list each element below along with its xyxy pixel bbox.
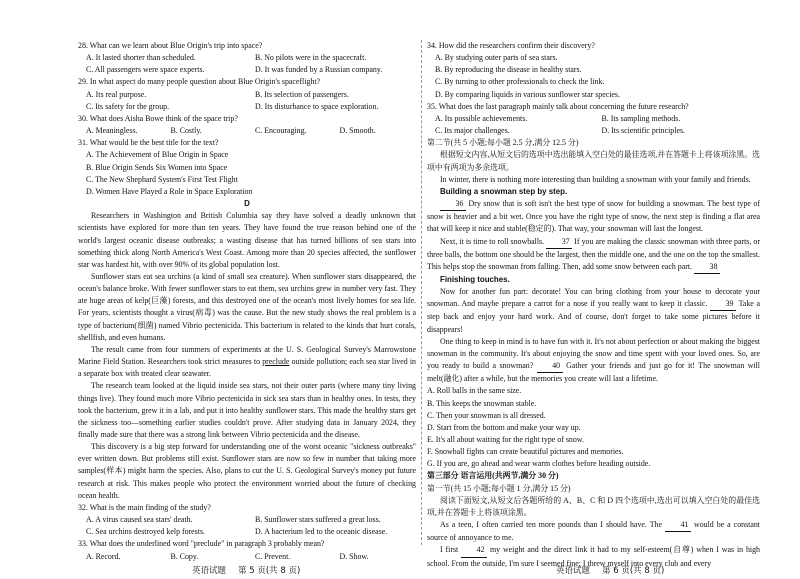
blank-42[interactable]: 42 (461, 544, 487, 557)
question-28-stem: 28. What can we learn about Blue Origin's trip into space? (78, 41, 263, 50)
question-29-stem: 29. In what aspect do many people question about Blue Origin's spaceflight? (78, 77, 321, 87)
part-3-title: 第三部分 语言运用(共两节,满分 30 分) (427, 471, 559, 481)
option-33-a[interactable]: A. Record. (86, 551, 121, 561)
passage-d-paragraph-5: This discovery is a big step forward for understanding one of the worst oceanic "sickness outbreaks" ever written down. But problems still exist. Sunflower stars are now so few in number that taking more samples(样本) might harm the species. Also, plans to cut the U. S. Geological Survey's money put future research at risk. This makes people who protect the environment worried about the future of checking ocean health. (78, 442, 416, 500)
question-33-stem: 33. What does the underlined word "preclude" in paragraph 3 probably mean? (78, 539, 325, 549)
option-29-c[interactable]: C. Its safety for the group. (86, 101, 170, 111)
underlined-word-preclude: preclude (262, 357, 290, 367)
option-31-b[interactable]: B. Blue Origin Sends Six Women into Space (86, 162, 228, 172)
question-35-options (427, 113, 760, 125)
footer-left (192, 564, 300, 576)
left-column (78, 40, 416, 563)
blank-38[interactable]: 38 (694, 261, 720, 274)
paragraph-1-text: Dry snow that is soft isn't the best type of snow for building a snowman. The best type of snow is heavier and a bit wet. Once you have the right type of snow, the next step is finding a flat area that will keep it nice and stable(稳定的). That way, your snowman will last the longest. (427, 199, 760, 234)
subheading-building-snowman: Building a snowman step by step. (440, 186, 568, 196)
cloze-paragraph-1 (427, 519, 760, 544)
option-34-b[interactable]: B. By reproducing the disease in healthy stars. (435, 65, 582, 75)
option-28-a[interactable]: A. It lasted shorter than scheduled. (86, 53, 196, 63)
option-29-a[interactable]: A. Its real purpose. (86, 89, 147, 99)
option-33-b[interactable]: B. Copy. (170, 551, 199, 561)
option-33-d[interactable]: D. Show. (339, 551, 369, 561)
option-34-a[interactable]: A. By studying outer parts of sea stars. (435, 53, 558, 63)
question-28-options (78, 52, 416, 64)
option-29-b[interactable]: B. Its selection of passengers. (255, 89, 349, 99)
blank-40[interactable]: 40 (537, 360, 563, 373)
snowman-paragraph-4 (427, 336, 760, 386)
passage-d-paragraph-1: Researchers in Washington and British Columbia say they have solved a deadly unknown that scientists have explored for more than ten years. They have found the true reason behind one of the world's largest oceanic disease outbreaks; a wasting disease that has turned billions of sea stars into something thick along North America's West Coast. Among more than 20 species affected, the sunflower star was hardest hit, with over 90% of its global population lost. (78, 211, 416, 269)
option-30-b[interactable]: B. Costly. (170, 126, 202, 136)
option-28-c[interactable]: C. All passengers were space experts. (86, 65, 205, 75)
paragraph-3-text-b: Take a step back and enjoy your hard work. And of course, don't forget to take some pictures before it disappears! (427, 299, 760, 334)
section-1-title: 第一节(共 15 小题;每小题 1 分,满分 15 分) (427, 483, 571, 493)
option-29-d[interactable]: D. Its disturbance to space exploration. (255, 101, 379, 111)
paragraph-3-text-a: The result came from four summers of experiments at the U. S. Geological Survey's Marrowstone Marine Field Station. Researchers took strict measures to (78, 344, 416, 367)
section-1-instructions: 阅读下面短文,从短文后各题所给的 A、B、C 和 D 四个选项中,选出可以填入空白处的最佳选项,并在答题卡上将该项涂黑。 (427, 495, 760, 517)
option-34-d[interactable]: D. By comparing liquids in various sunflower star species. (435, 89, 620, 99)
snowman-intro: In winter, there is nothing more interesting than building a snowman with your family and friends. (440, 174, 751, 184)
option-35-a[interactable]: A. Its possible achievements. (435, 113, 528, 123)
paragraph-2-text-b: If you are making the classic snowman with three parts, or three balls, the bottom one should be the largest, then the middle one, and the one on the top the smallest. This helps stop the snowman from falling. Then, add some snow between each part. (427, 236, 760, 271)
passage-d-paragraph-3 (78, 344, 416, 380)
right-column (427, 40, 760, 570)
choice-d[interactable]: D. Start from the bottom and make your way up. (427, 422, 581, 432)
option-30-d[interactable]: D. Smooth. (339, 126, 376, 136)
cloze-text-1a: As a teen, I often carried ten more pounds than I should have. The (440, 520, 666, 530)
question-35-options (427, 125, 760, 137)
passage-d-paragraph-4: The research team looked at the liquid inside sea stars, not their outer parts (where many tiny living things live). They found much more Vibrio pectenicida in sick sea stars than in healthy ones. In tests, they took the bacterium, grew it in a lab, and put it into healthy sunflower stars. This made the healthy stars get the sickness too—something earlier studies couldn't prove. After studying data in January 2024, they finally made sure that there was a strong link between Vibrio pectenicida and the disease. (78, 381, 416, 439)
cloze-text-2a: I first (440, 545, 462, 555)
option-28-d[interactable]: D. It was funded by a Russian company. (255, 65, 383, 75)
question-32-options (78, 526, 416, 538)
question-30-options (78, 125, 416, 137)
option-32-d[interactable]: D. A bacterium led to the oceanic disease. (255, 527, 388, 537)
paragraph-2-text-a: Next, it is time to roll snowballs. (440, 236, 547, 246)
paragraph-4-text-a: One thing to keep in mind is to have fun with it. It's not about perfection or about making the biggest snowman in the community. It's about enjoying the snow and time spent with your loved ones. So, are you ready to build a snowman? (427, 336, 760, 371)
question-33-options (78, 551, 416, 563)
question-32-stem: 32. What is the main finding of the study? (78, 502, 211, 512)
choice-c[interactable]: C. Then your snowman is all dressed. (427, 410, 546, 420)
question-29-options (78, 89, 416, 101)
footer-subject: 英语试题 (192, 566, 227, 576)
blank-36[interactable]: 36 (440, 198, 466, 211)
option-31-d[interactable]: D. Women Have Played a Role in Space Exploration (86, 186, 253, 196)
passage-d-paragraph-2: Sunflower stars eat sea urchins (a kind of small sea creature). When sunflower stars disappeared, the ocean's balance broke. With fewer sunflower stars to eat them, sea urchins grew in number very fast. They ate huge areas of kelp(巨藻) forests, and this destroyed one of the ocean's most lively homes for sea life. For years, scientists thought a virus(病毒) was the cause. But the new study shows the real problem is a type of bacterium(细菌) named Vibrio pectenicida. This bacterium is related to the kinds that hurt corals, shellfish, and even humans. (78, 271, 416, 342)
option-28-b[interactable]: B. No pilots were in the spacecraft. (255, 53, 367, 63)
option-33-c[interactable]: C. Prevent. (255, 551, 291, 561)
cloze-text-1b: would be a constant source of annoyance to me. (427, 520, 760, 543)
question-30-stem: 30. What does Aisha Bowe think of the space trip? (78, 113, 238, 123)
footer-right (556, 564, 664, 576)
option-31-a[interactable]: A. The Achievement of Blue Origin in Space (86, 150, 229, 160)
question-31-stem: 31. What would be the best title for the text? (78, 138, 219, 148)
blank-37[interactable]: 37 (546, 236, 572, 249)
question-32-options (78, 514, 416, 526)
footer-page: 第 6 页(共 8 页) (602, 566, 665, 576)
option-35-b[interactable]: B. Its sampling methods. (601, 113, 681, 123)
question-29-options (78, 101, 416, 113)
footer-page: 第 5 页(共 8 页) (238, 566, 301, 576)
subheading-finishing-touches: Finishing touches. (440, 274, 510, 284)
choice-e[interactable]: E. It's all about waiting for the right type of snow. (427, 435, 584, 444)
option-32-a[interactable]: A. A virus caused sea stars' death. (86, 515, 193, 525)
choice-g[interactable]: G. If you are, go ahead and wear warm clothes before heading outside. (427, 459, 651, 469)
option-32-c[interactable]: C. Sea urchins destroyed kelp forests. (86, 527, 205, 537)
option-30-a[interactable]: A. Meaningless. (86, 126, 138, 136)
paragraph-3-text-a: Now for another fun part: decorate! You can bring clothing from your house to decorate your snowman. And maybe prepare a carrot for a nose if you really want to keep it classic. (427, 287, 760, 309)
snowman-paragraph-2 (427, 236, 760, 274)
question-28-options (78, 64, 416, 76)
blank-39[interactable]: 39 (710, 298, 736, 311)
cloze-text-2b: my weight and the direct link it had to my self-esteem(自尊) when I was in high school. From the outside, I'm sure I seemed fine; I threw myself into every club and every (427, 545, 760, 568)
question-34-stem: 34. How did the researchers confirm their discovery? (427, 41, 595, 50)
choice-f[interactable]: F. Snowball fights can create beautiful pictures and memories. (427, 447, 624, 457)
snowman-paragraph-3 (427, 286, 760, 336)
option-31-c[interactable]: C. The New Shephard System's First Test Flight (86, 174, 238, 184)
choice-b[interactable]: B. This keeps the snowman stable. (427, 398, 537, 408)
option-35-d[interactable]: D. Its scientific principles. (601, 126, 685, 136)
option-34-c[interactable]: C. By turning to other professionals to check the link. (435, 77, 605, 87)
column-divider (421, 40, 422, 545)
footer-subject: 英语试题 (556, 566, 591, 576)
snowman-paragraph-1 (427, 198, 760, 235)
paragraph-3-text-b: outside pollution; each sea star lived in a separate box with treated clear seawater. (78, 357, 416, 379)
question-35-stem: 35. What does the last paragraph mainly talk about concerning the future research? (427, 101, 689, 111)
paragraph-4-text-b: Gather your friends and just go for it! The snowman will melt(融化) after a while, but the memories you create will last a lifetime. (427, 361, 760, 384)
section-2-instructions: 根据短文内容,从短文后的选项中选出能填入空白处的最佳选项,并在答题卡上将该项涂黑。选项中有两项为多余选项。 (427, 150, 760, 172)
option-30-c[interactable]: C. Encouraging. (255, 126, 307, 136)
passage-d-heading: D (244, 199, 250, 209)
option-35-c[interactable]: C. Its major challenges. (435, 126, 510, 136)
section-2-title: 第二节(共 5 小题;每小题 2.5 分,满分 12.5 分) (427, 138, 579, 148)
blank-41[interactable]: 41 (665, 519, 691, 532)
choice-a[interactable]: A. Roll balls in the same size. (427, 386, 522, 396)
option-32-b[interactable]: B. Sunflower stars suffered a great loss. (255, 515, 381, 525)
